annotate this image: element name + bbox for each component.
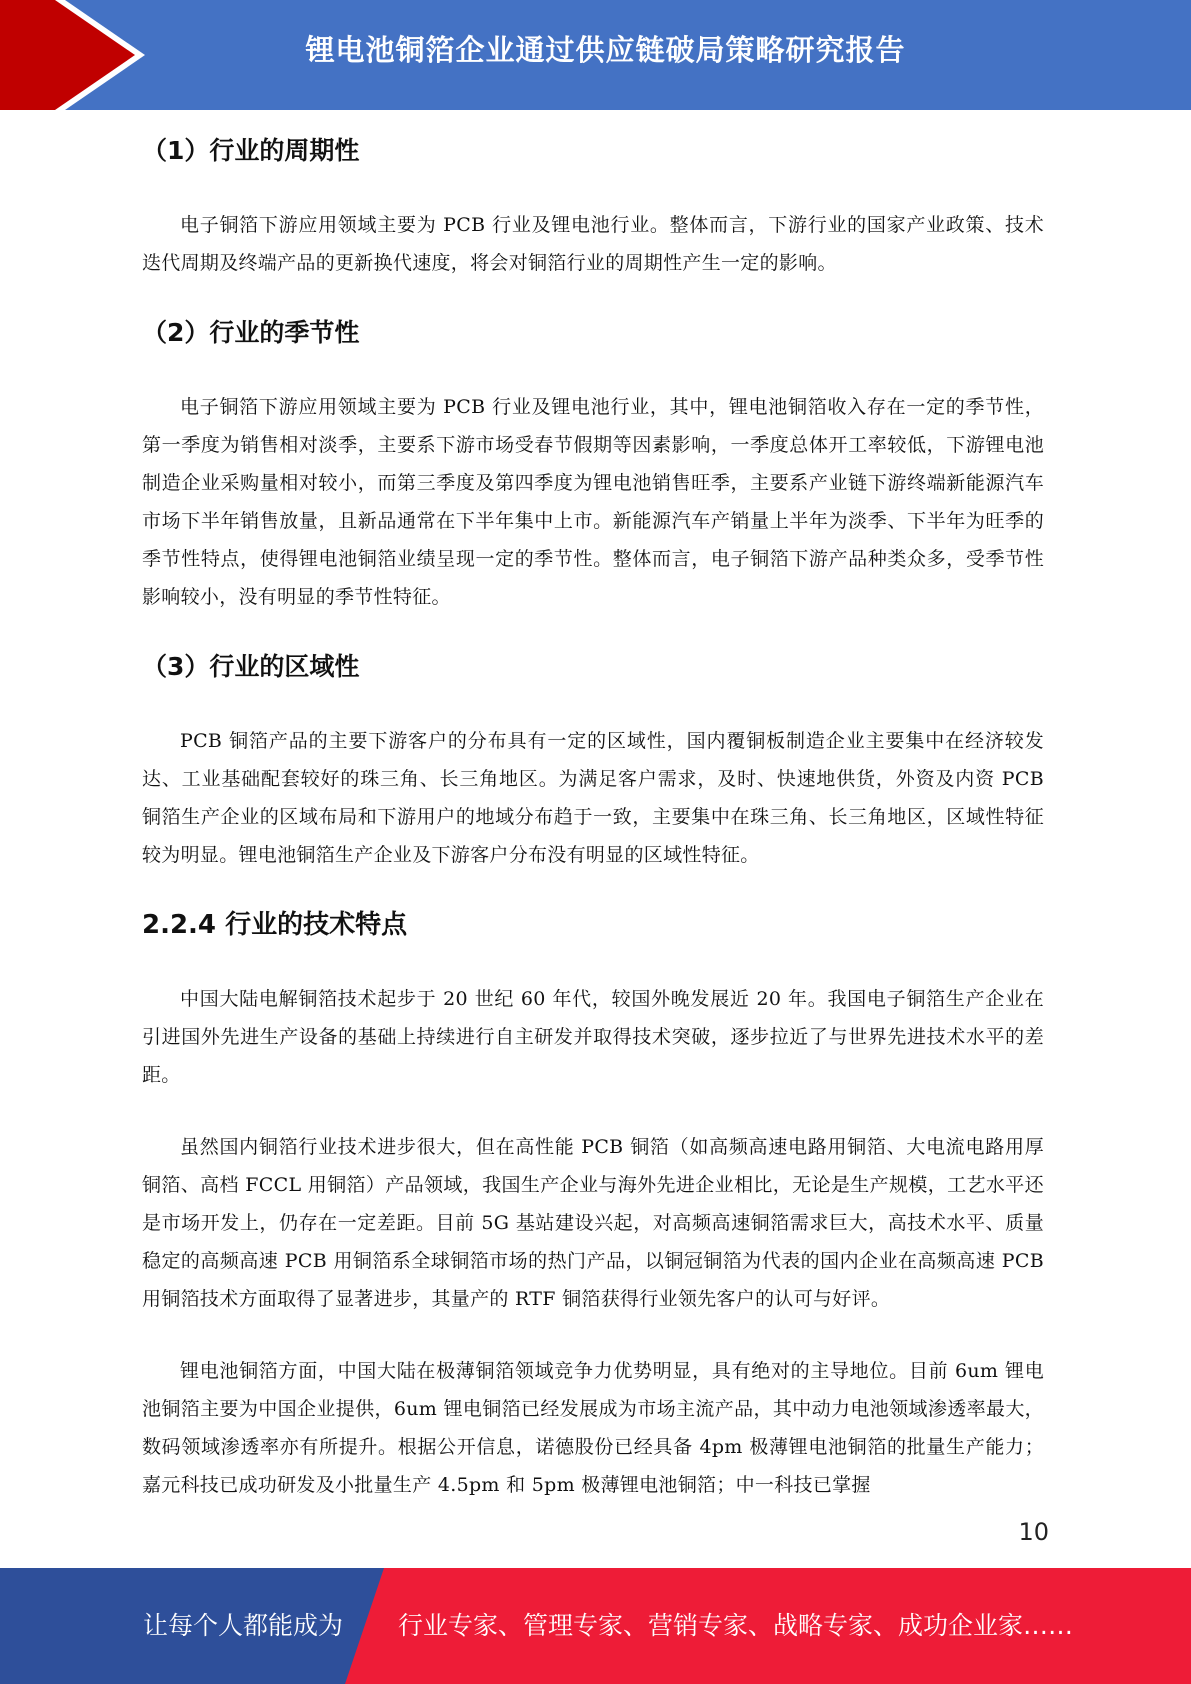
footer-banner xyxy=(0,1568,1191,1684)
paragraph: 电子铜箔下游应用领域主要为 PCB 行业及锂电池行业，其中，锂电池铜箔收入存在一定的季节性，第一季度为销售相对淡季，主要系下游市场受春节假期等因素影响，一季度总体开工率较低，下游锂电池制造企业采购量相对较小，而第三季度及第四季度为锂电池销售旺季，主要系产业链下游终端新能源汽车市场下半年销售放量，且新品通常在下半年集中上市。新能源汽车产销量上半年为淡季、下半年为旺季的季节性特点，使得锂电池铜箔业绩呈现一定的季节性。整体而言，电子铜箔下游产品种类众多，受季节性影响较小，没有明显的季节性特征。 xyxy=(142,396,1044,608)
paragraph: 电子铜箔下游应用领域主要为 PCB 行业及锂电池行业。整体而言，下游行业的国家产业政策、技术迭代周期及终端产品的更新换代速度，将会对铜箔行业的周期性产生一定的影响。 xyxy=(142,214,1044,274)
section-heading-cyclicality: （1）行业的周期性 xyxy=(142,136,360,165)
footer-slogan-left: 让每个人都能成为 xyxy=(143,1611,344,1640)
paragraph: 锂电池铜箔方面，中国大陆在极薄铜箔领域竞争力优势明显，具有绝对的主导地位。目前 6um 锂电池铜箔主要为中国企业提供，6um 锂电铜箔已经发展成为市场主流产品，其中动力电池领域渗透率最大，数码领域渗透率亦有所提升。根据公开信息，诺德股份已经具备 4pm 极薄锂电池铜箔的批量生产能力；嘉元科技已成功研发及小批量生产 4.5pm 和 5pm 极薄锂电池铜箔；中一科技已掌握 xyxy=(142,1360,1044,1496)
section-heading-technical-features: 2.2.4 行业的技术特点 xyxy=(142,910,408,940)
section-heading-regionality: （3）行业的区域性 xyxy=(142,652,360,681)
paragraph: PCB 铜箔产品的主要下游客户的分布具有一定的区域性，国内覆铜板制造企业主要集中在经济较发达、工业基础配套较好的珠三角、长三角地区。为满足客户需求，及时、快速地供货，外资及内资 PCB 铜箔生产企业的区域布局和下游用户的地域分布趋于一致，主要集中在珠三角、长三角地区，区域性特征较为明显。锂电池铜箔生产企业及下游客户分布没有明显的区域性特征。 xyxy=(142,730,1044,866)
section-heading-seasonality: （2）行业的季节性 xyxy=(142,318,360,347)
footer-slogan-right: 行业专家、管理专家、营销专家、战略专家、成功企业家…… xyxy=(398,1611,1074,1640)
paragraph: 虽然国内铜箔行业技术进步很大，但在高性能 PCB 铜箔（如高频高速电路用铜箔、大电流电路用厚铜箔、高档 FCCL 用铜箔）产品领域，我国生产企业与海外先进企业相比，无论是生产规模，工艺水平还是市场开发上，仍存在一定差距。目前 5G 基站建设兴起，对高频高速铜箔需求巨大，高技术水平、质量稳定的高频高速 PCB 用铜箔系全球铜箔市场的热门产品，以铜冠铜箔为代表的国内企业在高频高速 PCB 用铜箔技术方面取得了显著进步，其量产的 RTF 铜箔获得行业领先客户的认可与好评。 xyxy=(142,1136,1044,1310)
document-title: 锂电池铜箔企业通过供应链破局策略研究报告 xyxy=(305,33,906,67)
page-number: 10 xyxy=(1018,1518,1049,1546)
document-body xyxy=(142,112,1044,1538)
paragraph: 中国大陆电解铜箔技术起步于 20 世纪 60 年代，较国外晚发展近 20 年。我国电子铜箔生产企业在引进国外先进生产设备的基础上持续进行自主研发并取得技术突破，逐步拉近了与世界先进技术水平的差距。 xyxy=(142,988,1044,1086)
header-banner xyxy=(0,0,1191,110)
